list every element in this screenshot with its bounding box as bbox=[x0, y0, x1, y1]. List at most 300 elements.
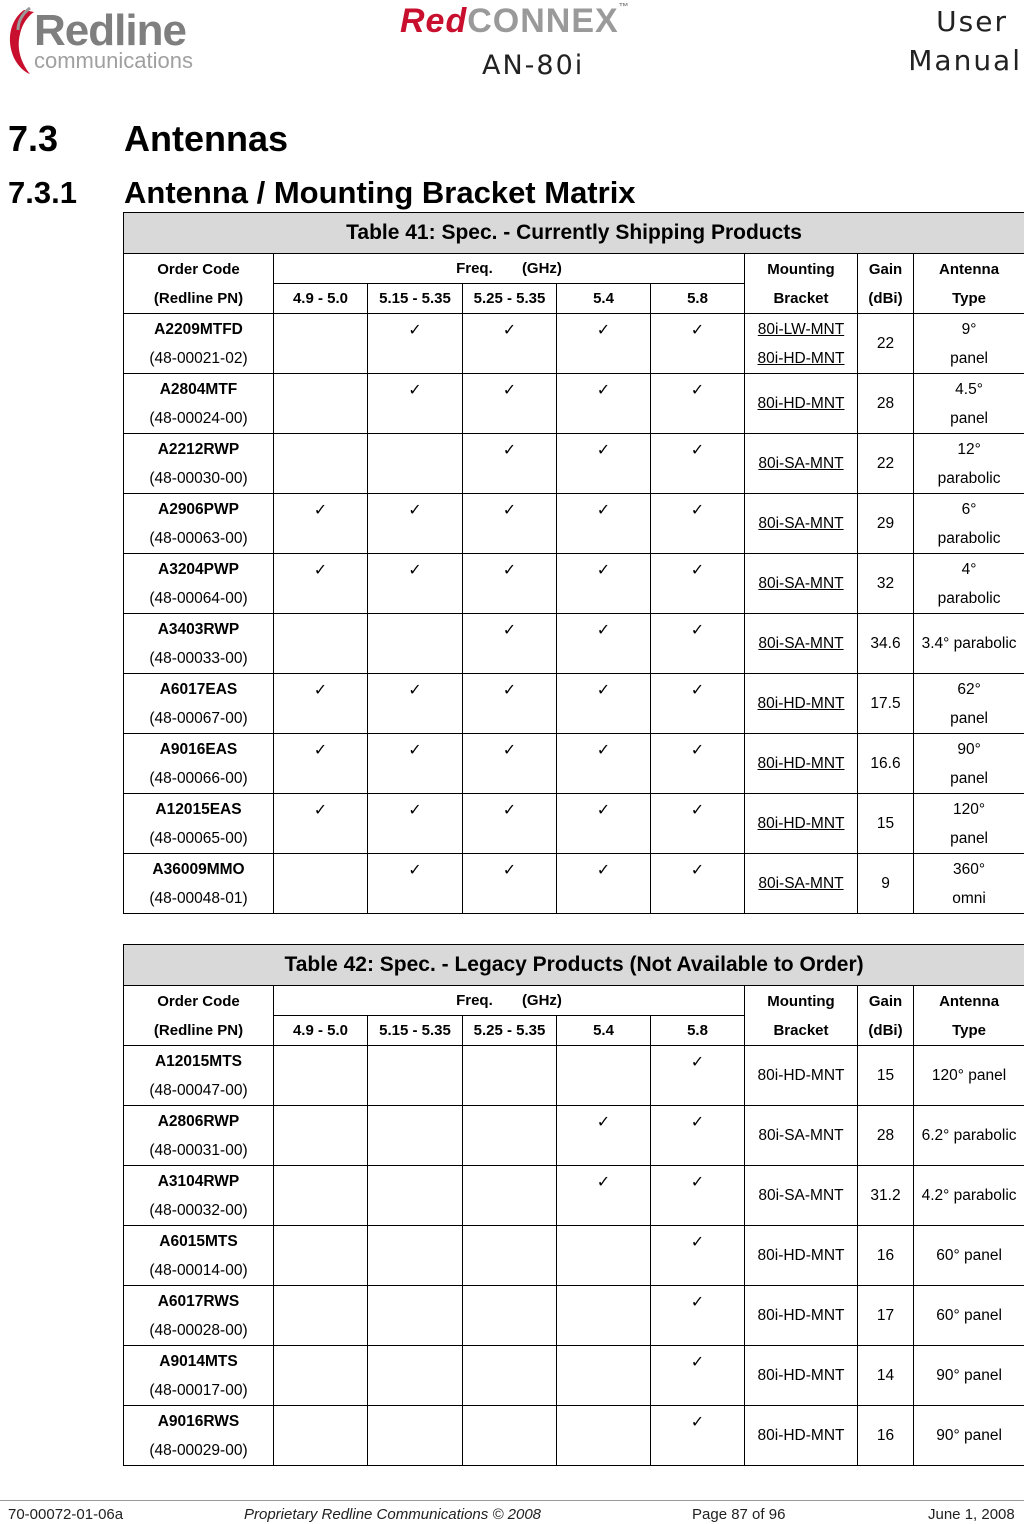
cell-order-code bbox=[124, 854, 274, 914]
order-code: A3104RWP bbox=[157, 1172, 240, 1190]
cell-mounting-bracket bbox=[745, 614, 858, 674]
cell-band-support bbox=[557, 794, 651, 854]
cell-band-support bbox=[368, 674, 463, 734]
check-icon: ✓ bbox=[690, 742, 705, 759]
check-icon: ✓ bbox=[596, 382, 611, 399]
check-icon: ✓ bbox=[690, 1114, 705, 1131]
cell-gain: 14 bbox=[858, 1346, 914, 1406]
cell-band-support bbox=[463, 1226, 557, 1286]
order-code: A6017RWS bbox=[157, 1292, 240, 1310]
redline-pn: (48-00024-00) bbox=[149, 409, 248, 427]
cell-order-code bbox=[124, 1406, 274, 1466]
order-code: A2806RWP bbox=[157, 1112, 240, 1130]
check-icon: ✓ bbox=[408, 682, 422, 699]
cell-gain: 17 bbox=[858, 1286, 914, 1346]
cell-band-support bbox=[557, 1046, 651, 1106]
cell-mounting-bracket bbox=[745, 1406, 858, 1466]
mounting-bracket-link[interactable]: 80i-HD-MNT bbox=[757, 349, 845, 367]
check-icon: ✓ bbox=[502, 802, 517, 819]
mounting-bracket-link: 80i-HD-MNT bbox=[757, 1427, 845, 1444]
cell-band-support bbox=[274, 1406, 368, 1466]
mounting-bracket-link[interactable]: 80i-HD-MNT bbox=[757, 695, 845, 712]
mounting-bracket-link[interactable]: 80i-SA-MNT bbox=[758, 515, 844, 532]
check-icon: ✓ bbox=[690, 802, 705, 819]
mounting-bracket-link: 80i-HD-MNT bbox=[757, 1247, 845, 1264]
cell-band-support bbox=[368, 614, 463, 674]
cell-band-support bbox=[274, 614, 368, 674]
check-icon: ✓ bbox=[690, 502, 705, 519]
redline-swoosh-icon bbox=[4, 6, 38, 76]
company-subtitle: communications bbox=[34, 48, 193, 73]
check-icon: ✓ bbox=[596, 742, 611, 759]
check-icon: ✓ bbox=[690, 562, 705, 579]
cell-band-support bbox=[274, 1226, 368, 1286]
cell-mounting-bracket bbox=[745, 1226, 858, 1286]
cell-antenna-type: 60° panel bbox=[914, 1226, 1024, 1286]
cell-order-code bbox=[124, 1166, 274, 1226]
cell-band-support bbox=[651, 794, 745, 854]
cell-mounting-bracket bbox=[745, 794, 858, 854]
check-icon: ✓ bbox=[596, 562, 611, 579]
check-icon: ✓ bbox=[502, 442, 517, 459]
cell-band-support bbox=[274, 734, 368, 794]
mounting-bracket-link: 80i-HD-MNT bbox=[757, 1367, 845, 1384]
cell-band-support bbox=[557, 1226, 651, 1286]
header-band: 5.4 bbox=[557, 1016, 651, 1046]
cell-mounting-bracket bbox=[745, 314, 858, 374]
header-band: 5.8 bbox=[651, 1016, 745, 1046]
footer-doc-number: 70-00072-01-06a bbox=[8, 1506, 124, 1523]
cell-band-support bbox=[651, 614, 745, 674]
cell-band-support bbox=[651, 494, 745, 554]
order-code: A6015MTS bbox=[159, 1232, 238, 1250]
cell-band-support bbox=[557, 494, 651, 554]
order-code: A2804MTF bbox=[159, 380, 238, 398]
cell-band-support bbox=[463, 374, 557, 434]
check-icon: ✓ bbox=[596, 442, 611, 459]
cell-band-support bbox=[651, 1406, 745, 1466]
cell-antenna-type: 9° panel bbox=[914, 314, 1024, 374]
cell-band-support bbox=[557, 1346, 651, 1406]
check-icon: ✓ bbox=[502, 742, 517, 759]
cell-band-support bbox=[274, 1106, 368, 1166]
cell-gain: 34.6 bbox=[858, 614, 914, 674]
cell-band-support bbox=[368, 434, 463, 494]
mounting-bracket-link: 80i-HD-MNT bbox=[757, 1067, 845, 1084]
cell-mounting-bracket bbox=[745, 434, 858, 494]
check-icon: ✓ bbox=[690, 322, 705, 339]
cell-band-support bbox=[651, 854, 745, 914]
order-code: A6017EAS bbox=[159, 680, 238, 698]
header-band: 5.4 bbox=[557, 284, 651, 314]
check-icon: ✓ bbox=[502, 382, 517, 399]
header-gain: Gain (dBi) bbox=[858, 986, 914, 1046]
check-icon: ✓ bbox=[408, 502, 422, 519]
mounting-bracket-link[interactable]: 80i-HD-MNT bbox=[757, 395, 845, 412]
header-band: 5.8 bbox=[651, 284, 745, 314]
cell-band-support bbox=[463, 314, 557, 374]
cell-antenna-type: 90° panel bbox=[914, 1406, 1024, 1466]
cell-order-code bbox=[124, 1346, 274, 1406]
redline-pn: (48-00014-00) bbox=[149, 1261, 248, 1279]
mounting-bracket-link[interactable]: 80i-HD-MNT bbox=[757, 755, 845, 772]
cell-band-support bbox=[274, 434, 368, 494]
cell-gain: 16 bbox=[858, 1226, 914, 1286]
cell-antenna-type: 120° panel bbox=[914, 1046, 1024, 1106]
check-icon: ✓ bbox=[596, 1174, 611, 1191]
check-icon: ✓ bbox=[596, 682, 611, 699]
cell-gain: 22 bbox=[858, 434, 914, 494]
redline-logo bbox=[4, 4, 214, 74]
check-icon: ✓ bbox=[502, 682, 517, 699]
header-frequency: Freq. (GHz) bbox=[274, 986, 745, 1016]
cell-gain: 29 bbox=[858, 494, 914, 554]
table-header-row bbox=[124, 986, 1024, 1016]
cell-band-support bbox=[651, 674, 745, 734]
section-title: Antennas bbox=[124, 118, 289, 159]
header-band: 5.25 - 5.35 bbox=[463, 1016, 557, 1046]
table-row bbox=[124, 614, 1024, 674]
cell-band-support bbox=[651, 314, 745, 374]
table-42 bbox=[123, 944, 1024, 1466]
check-icon: ✓ bbox=[502, 502, 517, 519]
check-icon: ✓ bbox=[690, 1234, 705, 1251]
cell-order-code bbox=[124, 374, 274, 434]
table-caption-title: Spec. - Currently Shipping Products bbox=[441, 221, 802, 244]
redline-pn: (48-00033-00) bbox=[149, 649, 248, 667]
cell-band-support bbox=[274, 1346, 368, 1406]
redline-pn: (48-00021-02) bbox=[149, 349, 248, 367]
check-icon: ✓ bbox=[313, 562, 328, 579]
cell-band-support bbox=[463, 854, 557, 914]
cell-antenna-type: 360° omni bbox=[914, 854, 1024, 914]
cell-band-support bbox=[463, 1406, 557, 1466]
cell-band-support bbox=[274, 554, 368, 614]
doc-type-line1: User bbox=[936, 5, 1008, 38]
cell-band-support bbox=[651, 434, 745, 494]
table-caption-label: Table 42 bbox=[284, 953, 367, 976]
cell-band-support bbox=[368, 554, 463, 614]
table-row bbox=[124, 674, 1024, 734]
header-antenna-type: Antenna Type bbox=[914, 986, 1024, 1046]
check-icon: ✓ bbox=[596, 1114, 611, 1131]
table-row bbox=[124, 1346, 1024, 1406]
footer-page: Page 87 of 96 bbox=[692, 1506, 786, 1523]
order-code: A9016RWS bbox=[157, 1412, 240, 1430]
redconnex-logo: RedCONNEX™ bbox=[400, 2, 630, 40]
cell-band-support bbox=[368, 1226, 463, 1286]
check-icon: ✓ bbox=[502, 862, 517, 879]
cell-band-support bbox=[557, 1106, 651, 1166]
cell-mounting-bracket bbox=[745, 554, 858, 614]
order-code: A2209MTFD bbox=[154, 320, 243, 338]
table-caption: Table 41: Spec. - Currently Shipping Products bbox=[124, 213, 1024, 254]
cell-order-code bbox=[124, 314, 274, 374]
cell-order-code bbox=[124, 434, 274, 494]
cell-band-support bbox=[557, 674, 651, 734]
table-row bbox=[124, 1166, 1024, 1226]
cell-antenna-type: 12° parabolic bbox=[914, 434, 1024, 494]
check-icon: ✓ bbox=[596, 622, 611, 639]
cell-band-support bbox=[368, 854, 463, 914]
cell-band-support bbox=[274, 1166, 368, 1226]
table-row bbox=[124, 1406, 1024, 1466]
table-caption: Table 42: Spec. - Legacy Products (Not Available to Order) bbox=[124, 945, 1024, 986]
header-order-code: Order Code (Redline PN) bbox=[124, 986, 274, 1046]
cell-band-support bbox=[463, 794, 557, 854]
check-icon: ✓ bbox=[408, 802, 422, 819]
cell-gain: 32 bbox=[858, 554, 914, 614]
order-code: A36009MMO bbox=[152, 860, 245, 878]
cell-antenna-type: 6° parabolic bbox=[914, 494, 1024, 554]
header-mounting-bracket: Mounting Bracket bbox=[745, 986, 858, 1046]
cell-gain: 22 bbox=[858, 314, 914, 374]
redline-pn: (48-00029-00) bbox=[149, 1441, 248, 1459]
order-code: A3204PWP bbox=[158, 560, 239, 578]
cell-order-code bbox=[124, 1226, 274, 1286]
check-icon: ✓ bbox=[408, 562, 422, 579]
cell-band-support bbox=[463, 734, 557, 794]
cell-band-support bbox=[651, 554, 745, 614]
order-code: A2906PWP bbox=[158, 500, 239, 518]
cell-band-support bbox=[651, 1286, 745, 1346]
table-row bbox=[124, 734, 1024, 794]
check-icon: ✓ bbox=[690, 1054, 705, 1071]
cell-gain: 31.2 bbox=[858, 1166, 914, 1226]
table-caption-row bbox=[124, 213, 1024, 254]
check-icon: ✓ bbox=[690, 1354, 705, 1371]
cell-band-support bbox=[368, 1046, 463, 1106]
cell-gain: 9 bbox=[858, 854, 914, 914]
redline-pn: (48-00032-00) bbox=[149, 1201, 248, 1219]
cell-band-support bbox=[463, 1286, 557, 1346]
cell-gain: 15 bbox=[858, 1046, 914, 1106]
header-frequency: Freq. (GHz) bbox=[274, 254, 745, 284]
check-icon: ✓ bbox=[690, 442, 705, 459]
mounting-bracket-link[interactable]: 80i-SA-MNT bbox=[758, 455, 844, 472]
cell-mounting-bracket bbox=[745, 494, 858, 554]
cell-antenna-type: 60° panel bbox=[914, 1286, 1024, 1346]
cell-band-support bbox=[368, 1346, 463, 1406]
section-heading bbox=[8, 118, 288, 160]
cell-band-support bbox=[368, 494, 463, 554]
cell-order-code bbox=[124, 794, 274, 854]
mounting-bracket-link: 80i-HD-MNT bbox=[757, 1307, 845, 1324]
cell-antenna-type: 90° panel bbox=[914, 1346, 1024, 1406]
header-band: 4.9 - 5.0 bbox=[274, 1016, 368, 1046]
cell-band-support bbox=[557, 1286, 651, 1346]
check-icon: ✓ bbox=[502, 622, 517, 639]
cell-order-code bbox=[124, 494, 274, 554]
header-band: 5.15 - 5.35 bbox=[368, 284, 463, 314]
cell-band-support bbox=[463, 434, 557, 494]
check-icon: ✓ bbox=[596, 502, 611, 519]
section-number: 7.3 bbox=[8, 118, 59, 159]
check-icon: ✓ bbox=[408, 862, 422, 879]
check-icon: ✓ bbox=[313, 802, 328, 819]
subsection-number: 7.3.1 bbox=[8, 175, 77, 210]
cell-band-support bbox=[557, 554, 651, 614]
cell-band-support bbox=[463, 1346, 557, 1406]
cell-band-support bbox=[463, 1106, 557, 1166]
cell-order-code bbox=[124, 674, 274, 734]
mounting-bracket-link[interactable]: 80i-SA-MNT bbox=[758, 635, 844, 652]
cell-band-support bbox=[651, 374, 745, 434]
table-41 bbox=[123, 212, 1024, 914]
redline-pn: (48-00030-00) bbox=[149, 469, 248, 487]
cell-mounting-bracket bbox=[745, 1286, 858, 1346]
cell-mounting-bracket bbox=[745, 1166, 858, 1226]
mounting-bracket-link[interactable]: 80i-LW-MNT bbox=[757, 320, 845, 338]
table-header-row bbox=[124, 254, 1024, 284]
cell-mounting-bracket bbox=[745, 1346, 858, 1406]
check-icon: ✓ bbox=[408, 742, 422, 759]
check-icon: ✓ bbox=[502, 562, 517, 579]
cell-band-support bbox=[557, 1166, 651, 1226]
cell-mounting-bracket bbox=[745, 1106, 858, 1166]
cell-gain: 15 bbox=[858, 794, 914, 854]
cell-band-support bbox=[557, 314, 651, 374]
redline-pn: (48-00066-00) bbox=[149, 769, 248, 787]
cell-band-support bbox=[651, 1346, 745, 1406]
redline-pn: (48-00031-00) bbox=[149, 1141, 248, 1159]
cell-antenna-type: 90° panel bbox=[914, 734, 1024, 794]
cell-band-support bbox=[368, 1106, 463, 1166]
cell-band-support bbox=[651, 1166, 745, 1226]
cell-antenna-type: 4.2° parabolic bbox=[914, 1166, 1024, 1226]
cell-antenna-type: 62° panel bbox=[914, 674, 1024, 734]
table-row bbox=[124, 1106, 1024, 1166]
order-code: A9014MTS bbox=[159, 1352, 238, 1370]
cell-order-code bbox=[124, 614, 274, 674]
header-band: 5.25 - 5.35 bbox=[463, 284, 557, 314]
cell-band-support bbox=[368, 374, 463, 434]
check-icon: ✓ bbox=[596, 322, 611, 339]
header-gain: Gain (dBi) bbox=[858, 254, 914, 314]
cell-band-support bbox=[274, 374, 368, 434]
header-antenna-type: Antenna Type bbox=[914, 254, 1024, 314]
mounting-bracket-link[interactable]: 80i-HD-MNT bbox=[757, 815, 845, 832]
cell-mounting-bracket bbox=[745, 734, 858, 794]
cell-band-support bbox=[557, 734, 651, 794]
redline-pn: (48-00063-00) bbox=[149, 529, 248, 547]
check-icon: ✓ bbox=[690, 1294, 705, 1311]
check-icon: ✓ bbox=[596, 862, 611, 879]
header-order-code: Order Code (Redline PN) bbox=[124, 254, 274, 314]
check-icon: ✓ bbox=[690, 862, 705, 879]
cell-band-support bbox=[557, 374, 651, 434]
cell-band-support bbox=[274, 1046, 368, 1106]
order-code: A12015MTS bbox=[154, 1052, 242, 1070]
cell-band-support bbox=[651, 734, 745, 794]
cell-band-support bbox=[368, 1286, 463, 1346]
page-header bbox=[0, 0, 1024, 90]
table-row bbox=[124, 314, 1024, 374]
cell-band-support bbox=[557, 434, 651, 494]
cell-antenna-type: 120° panel bbox=[914, 794, 1024, 854]
cell-gain: 16.6 bbox=[858, 734, 914, 794]
cell-gain: 28 bbox=[858, 374, 914, 434]
check-icon: ✓ bbox=[313, 502, 328, 519]
redline-pn: (48-00048-01) bbox=[149, 889, 248, 907]
cell-band-support bbox=[651, 1046, 745, 1106]
redline-pn: (48-00065-00) bbox=[149, 829, 248, 847]
header-mounting-bracket: Mounting Bracket bbox=[745, 254, 858, 314]
cell-gain: 28 bbox=[858, 1106, 914, 1166]
cell-band-support bbox=[368, 1406, 463, 1466]
redline-pn: (48-00067-00) bbox=[149, 709, 248, 727]
table-row bbox=[124, 494, 1024, 554]
cell-band-support bbox=[651, 1106, 745, 1166]
cell-order-code bbox=[124, 1046, 274, 1106]
order-code: A2212RWP bbox=[157, 440, 240, 458]
table-row bbox=[124, 434, 1024, 494]
order-code: A12015EAS bbox=[155, 800, 242, 818]
table-caption-row bbox=[124, 945, 1024, 986]
order-code: A3403RWP bbox=[157, 620, 240, 638]
redline-pn: (48-00017-00) bbox=[149, 1381, 248, 1399]
cell-band-support bbox=[463, 674, 557, 734]
header-band: 4.9 - 5.0 bbox=[274, 284, 368, 314]
cell-band-support bbox=[274, 314, 368, 374]
check-icon: ✓ bbox=[690, 1414, 705, 1431]
cell-order-code bbox=[124, 734, 274, 794]
cell-band-support bbox=[557, 614, 651, 674]
cell-band-support bbox=[274, 794, 368, 854]
company-name: Redline bbox=[34, 6, 186, 55]
cell-order-code bbox=[124, 1106, 274, 1166]
model-name: AN-80i bbox=[482, 50, 585, 81]
cell-band-support bbox=[557, 1406, 651, 1466]
cell-band-support bbox=[463, 494, 557, 554]
table-row bbox=[124, 1286, 1024, 1346]
cell-mounting-bracket bbox=[745, 1046, 858, 1106]
cell-band-support bbox=[368, 1166, 463, 1226]
cell-mounting-bracket bbox=[745, 374, 858, 434]
redline-pn: (48-00047-00) bbox=[149, 1081, 248, 1099]
footer-copyright: Proprietary Redline Communications © 2008 bbox=[244, 1506, 542, 1523]
mounting-bracket-link: 80i-SA-MNT bbox=[758, 1127, 844, 1144]
cell-band-support bbox=[463, 614, 557, 674]
cell-mounting-bracket bbox=[745, 854, 858, 914]
mounting-bracket-link[interactable]: 80i-SA-MNT bbox=[758, 575, 844, 592]
mounting-bracket-link[interactable]: 80i-SA-MNT bbox=[758, 875, 844, 892]
table-row bbox=[124, 854, 1024, 914]
redline-pn: (48-00064-00) bbox=[149, 589, 248, 607]
redline-pn: (48-00028-00) bbox=[149, 1321, 248, 1339]
cell-antenna-type: 4° parabolic bbox=[914, 554, 1024, 614]
cell-band-support bbox=[368, 314, 463, 374]
cell-gain: 17.5 bbox=[858, 674, 914, 734]
table-caption-label: Table 41 bbox=[346, 221, 429, 244]
cell-mounting-bracket bbox=[745, 674, 858, 734]
table-row bbox=[124, 1226, 1024, 1286]
cell-band-support bbox=[463, 554, 557, 614]
cell-order-code bbox=[124, 1286, 274, 1346]
table-row bbox=[124, 374, 1024, 434]
check-icon: ✓ bbox=[690, 622, 705, 639]
cell-band-support bbox=[463, 1166, 557, 1226]
mounting-bracket-link: 80i-SA-MNT bbox=[758, 1187, 844, 1204]
subsection-heading bbox=[8, 175, 636, 211]
check-icon: ✓ bbox=[690, 682, 705, 699]
check-icon: ✓ bbox=[690, 382, 705, 399]
cell-antenna-type: 3.4° parabolic bbox=[914, 614, 1024, 674]
check-icon: ✓ bbox=[408, 382, 422, 399]
cell-band-support bbox=[274, 674, 368, 734]
cell-band-support bbox=[557, 854, 651, 914]
header-band: 5.15 - 5.35 bbox=[368, 1016, 463, 1046]
